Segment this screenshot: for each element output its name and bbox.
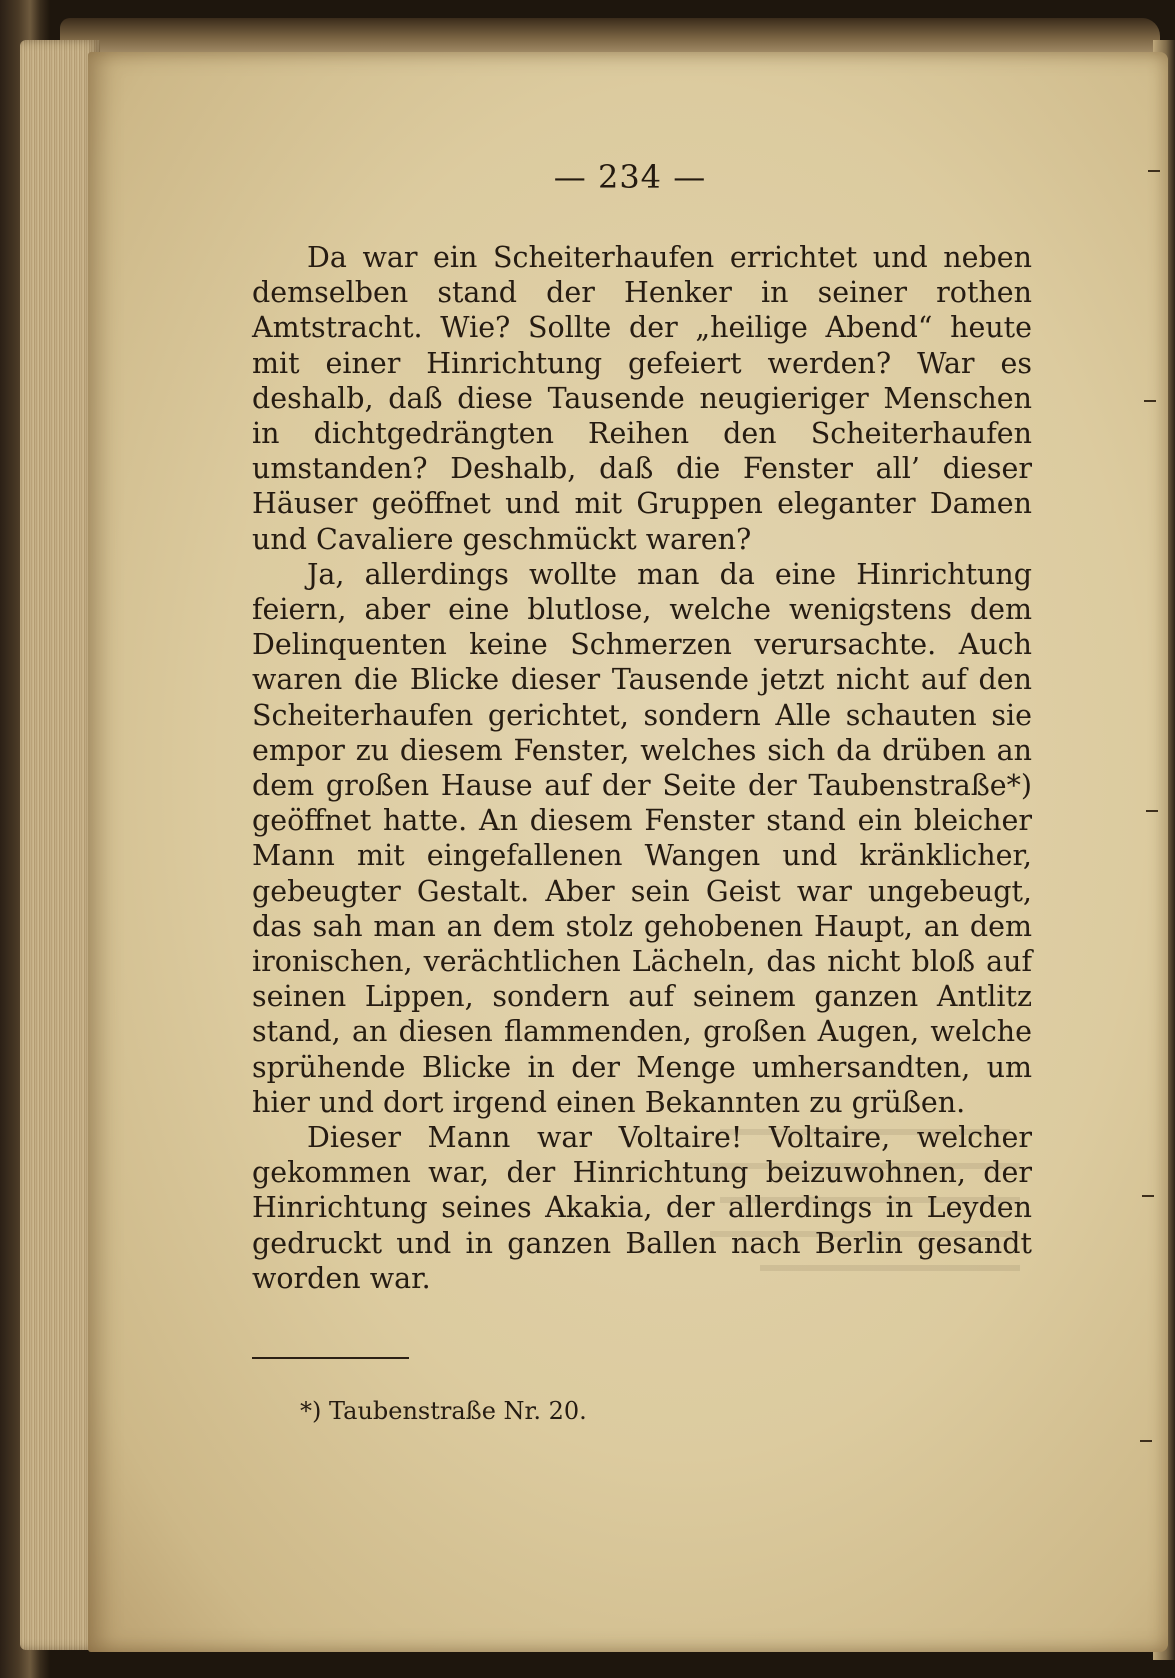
margin-mark <box>1148 170 1160 172</box>
paragraph-2: Ja, allerdings wollte man da eine Hinrichtung feiern, aber eine blutlose, welche wenigstens dem Delinquenten keine Schmerzen verursachte. Auch waren die Blicke dieser Tausende jetzt nicht auf den Scheiterhaufen gerichtet, sondern Alle schauten sie empor zu diesem Fenster, welches sich da drüben an dem großen Hause auf der Seite der Taubenstraße*) geöffnet hatte. An diesem Fenster stand ein bleicher Mann mit eingefallenen Wangen und kränklicher, gebeugter Gestalt. Aber sein Geist war ungebeugt, das sah man an dem stolz gehobenen Haupt, an dem ironischen, verächtlichen Lächeln, das nicht bloß auf seinen Lippen, sondern auf seinem ganzen Antlitz stand, an diesen flammenden, großen Augen, welche sprühende Blicke in der Menge umhersandten, um hier und dort irgend einen Bekannten zu grüßen. <box>252 557 1032 1119</box>
margin-mark <box>1140 1440 1152 1442</box>
margin-mark <box>1142 1195 1154 1197</box>
margin-mark <box>1144 400 1156 402</box>
body-text <box>252 240 1032 1296</box>
paragraph-1: Da war ein Scheiterhaufen errichtet und neben demselben stand der Henker in seiner rothen Amtstracht. Wie? Sollte der „heilige Abend“ heute mit einer Hinrichtung gefeiert werden? War es deshalb, daß diese Tausende neugieriger Menschen in dichtgedrängten Reihen den Scheiterhaufen umstanden? Deshalb, daß die Fenster all’ dieser Häuser geöffnet und mit Gruppen eleganter Damen und Cavaliere geschmückt waren? <box>252 241 1032 556</box>
margin-mark <box>1146 810 1158 812</box>
paragraph-3: Dieser Mann war Voltaire! Voltaire, welcher gekommen war, der Hinrichtung beizuwohnen, der Hinrichtung seines Akakia, der allerdings in Leyden gedruckt und in ganzen Ballen nach Berlin gesandt worden war. <box>252 1121 1032 1295</box>
footnote-rule <box>252 1357 409 1359</box>
page-number: — 234 — <box>553 158 707 196</box>
footnote: *) Taubenstraße Nr. 20. <box>300 1397 587 1425</box>
